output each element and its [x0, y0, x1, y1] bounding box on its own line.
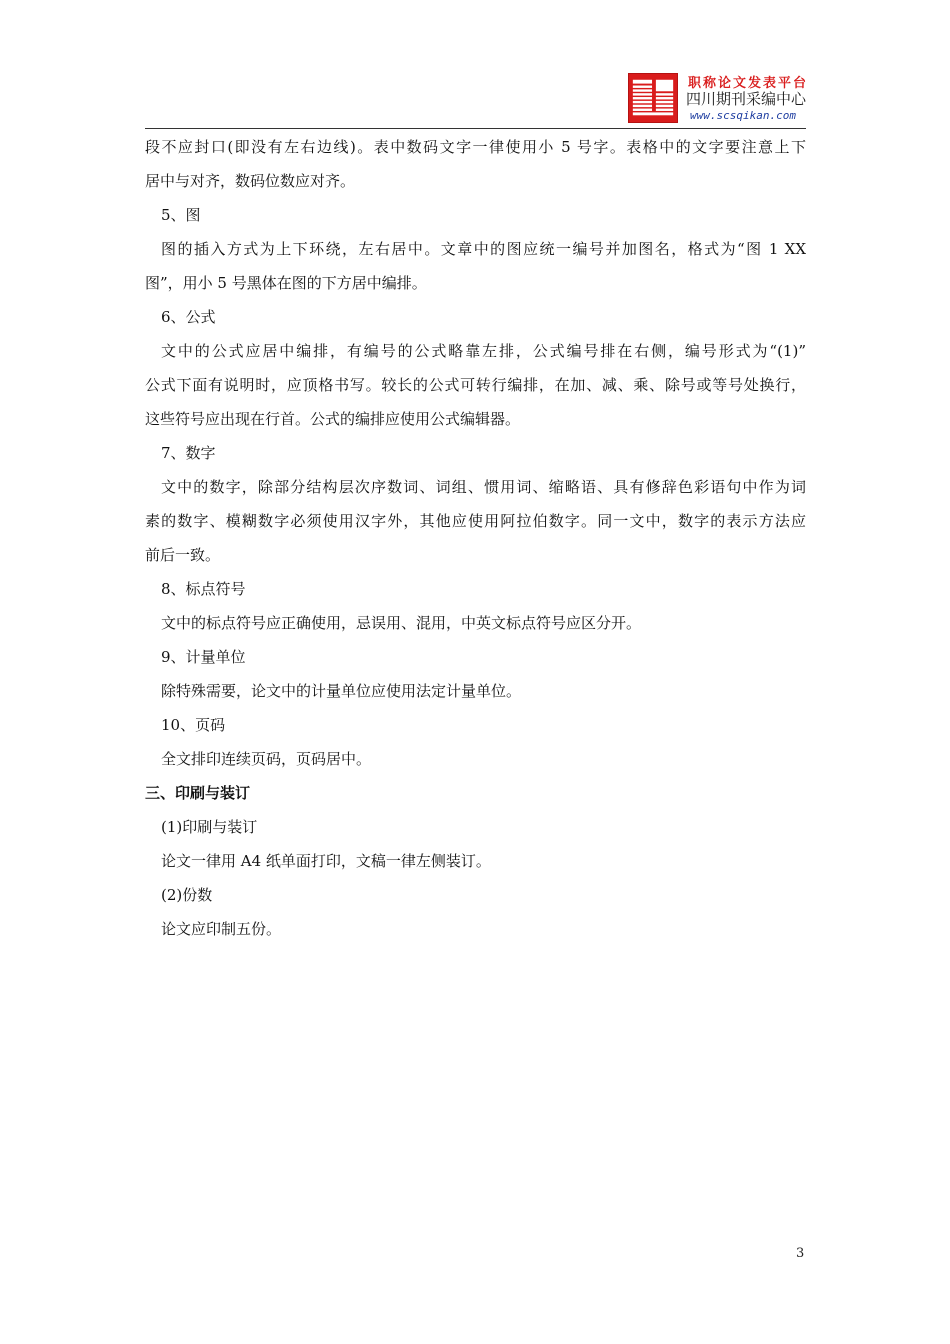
- text-line: 全文排印连续页码，页码居中。: [161, 750, 372, 768]
- brand-url: www.scsqikan.com: [690, 109, 796, 122]
- text-line: 文中的标点符号应正确使用，忌误用、混用，中英文标点符号应区分开。: [161, 614, 642, 632]
- page-header: [0, 0, 950, 130]
- text-line: 文中的数字，除部分结构层次序数词、词组、惯用词、缩略语、具有修辞色彩语句中作为词: [161, 478, 806, 496]
- header-divider: [145, 128, 806, 129]
- newspaper-icon: [628, 73, 678, 123]
- brand-name: 四川期刊采编中心: [686, 90, 807, 108]
- text-line: 论文应印制五份。: [161, 920, 282, 938]
- text-line: 素的数字、模糊数字必须使用汉字外，其他应使用阿拉伯数字。同一文中，数字的表示方法应: [145, 512, 806, 530]
- brand-slogan: 职称论文发表平台: [688, 76, 809, 91]
- subsection-heading-copies: (2)份数: [161, 886, 213, 904]
- section-heading-formula: 6、公式: [161, 308, 216, 326]
- document-body: [145, 130, 806, 946]
- text-line: 图”，用小 5 号黑体在图的下方居中编排。: [145, 274, 427, 292]
- page-number: 3: [796, 1246, 805, 1261]
- text-line: 前后一致。: [145, 546, 221, 564]
- text-line: 居中与对齐，数码位数应对齐。: [145, 172, 356, 190]
- section-heading-figure: 5、图: [161, 206, 201, 224]
- text-line: 论文一律用 A4 纸单面打印，文稿一律左侧装订。: [161, 852, 491, 870]
- section-heading-units: 9、计量单位: [161, 648, 246, 666]
- chapter-heading-printing: 三、印刷与装订: [145, 784, 251, 802]
- section-heading-punctuation: 8、标点符号: [161, 580, 246, 598]
- text-line: 公式下面有说明时，应顶格书写。较长的公式可转行编排，在加、减、乘、除号或等号处换行，: [145, 376, 806, 394]
- section-heading-numbers: 7、数字: [161, 444, 216, 462]
- text-line: 段不应封口(即没有左右边线)。表中数码文字一律使用小 5 号字。表格中的文字要注意上下: [145, 138, 806, 156]
- text-line: 这些符号应出现在行首。公式的编排应使用公式编辑器。: [145, 410, 521, 428]
- text-line: 除特殊需要，论文中的计量单位应使用法定计量单位。: [161, 682, 522, 700]
- text-line: 图的插入方式为上下环绕，左右居中。文章中的图应统一编号并加图名，格式为“图 1 XX: [161, 240, 806, 258]
- section-heading-page-numbers: 10、页码: [161, 716, 226, 734]
- text-line: 文中的公式应居中编排，有编号的公式略靠左排，公式编号排在右侧，编号形式为“(1)”: [161, 342, 806, 360]
- subsection-heading-printing: (1)印刷与装订: [161, 818, 258, 836]
